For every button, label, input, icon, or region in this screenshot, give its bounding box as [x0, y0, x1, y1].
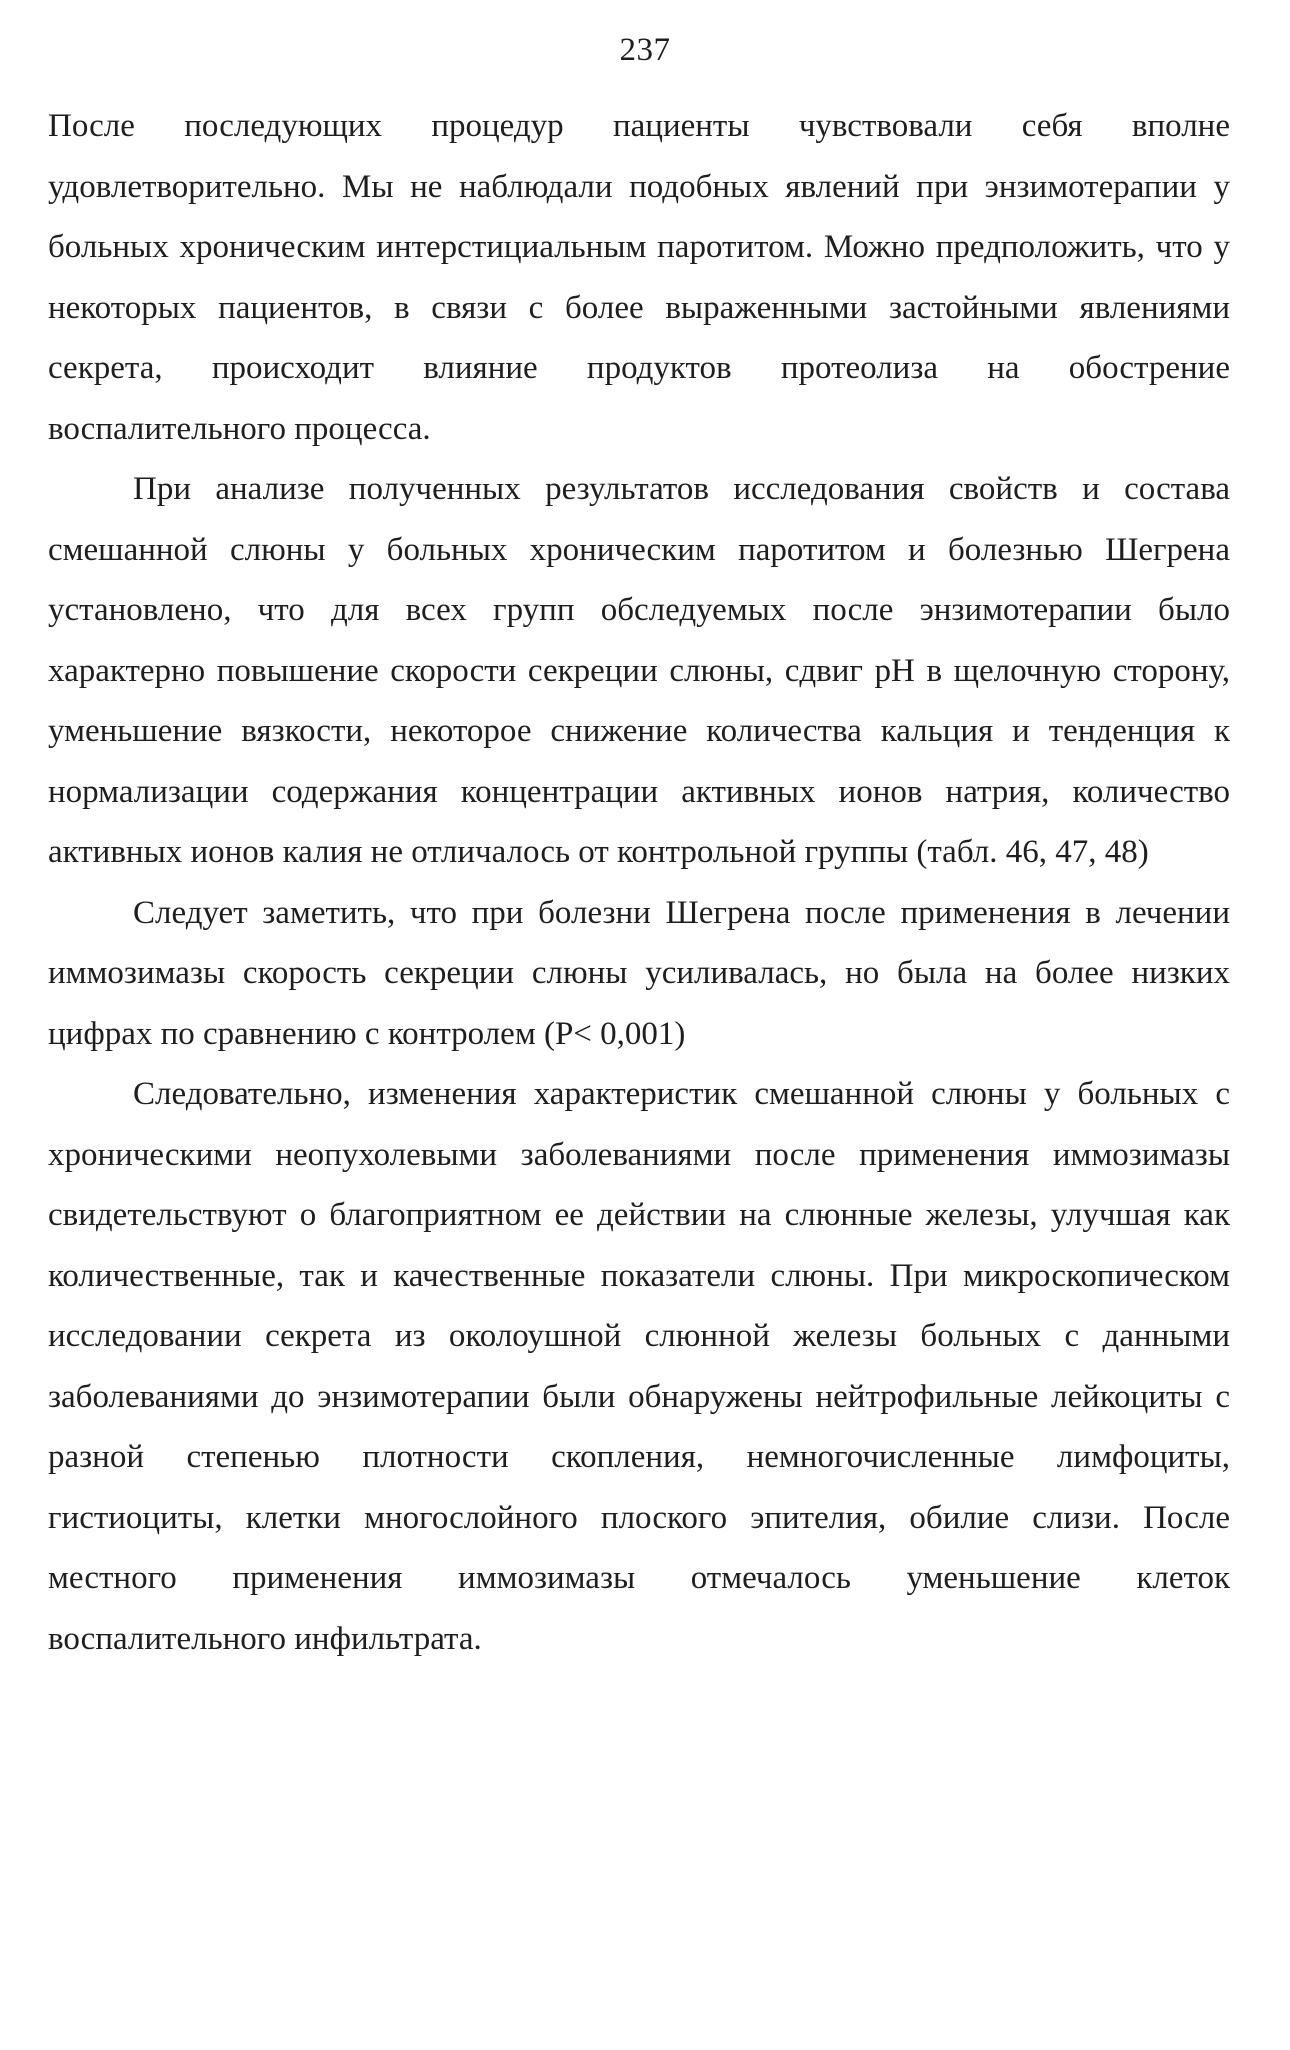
- paragraph-3: Следует заметить, что при болезни Шегрена после применения в лечении иммозимазы скорость секреции слюны усиливалась, но была на более низких цифрах по сравнению с контролем (P< 0,001): [48, 894, 1230, 1052]
- paragraph-1: После последующих процедур пациенты чувствовали себя вполне удовлетворительно. Мы не наблюдали подобных явлений при энзимотерапии у больных хроническим интерстициальным паротитом. Можно предположить, что у некоторых пациентов, в связи с более выраженными застойными явлениями секрета, происходит влияние продуктов протеолиза на обострение воспалительного процесса.: [48, 108, 1230, 447]
- paragraph-2: При анализе полученных результатов исследования свойств и состава смешанной слюны у больных хроническим паротитом и болезнью Шегрена установлено, что для всех групп обследуемых после энзимотерапии было характерно повышение скорости секреции слюны, сдвиг pH в щелочную сторону, уменьшение вязкости, некоторое снижение количества кальция и тенденция к нормализации содержания концентрации активных ионов натрия, количество активных ионов калия не отличалось от контрольной группы (табл. 46, 47, 48): [48, 471, 1230, 870]
- paragraph-4: Следовательно, изменения характеристик смешанной слюны у больных с хроническими неопухолевыми заболеваниями после применения иммозимазы свидетельствуют о благоприятном ее действии на слюнные железы, улучшая как количественные, так и качественные показатели слюны. При микроскопическом исследовании секрета из околоушной слюнной железы больных с данными заболеваниями до энзимотерапии были обнаружены нейтрофильные лейкоциты с разной степенью плотности скопления, немногочисленные лимфоциты, гистиоциты, клетки многослойного плоского эпителия, обилие слизи. После местного применения иммозимазы отмечалось уменьшение клеток воспалительного инфильтрата.: [48, 1076, 1230, 1657]
- page-number: 237: [619, 32, 671, 68]
- body-text: [48, 96, 1230, 1669]
